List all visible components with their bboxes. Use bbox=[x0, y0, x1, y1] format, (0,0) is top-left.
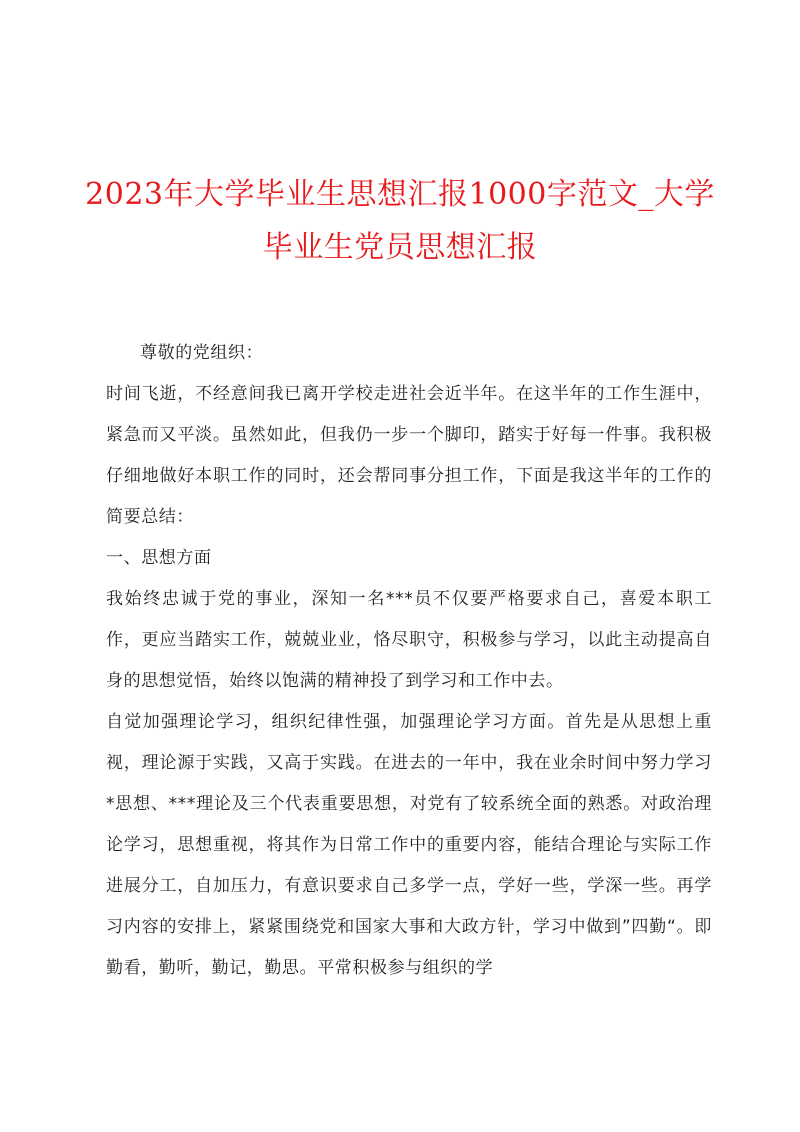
section-heading-thought: 一、思想方面 bbox=[106, 548, 212, 568]
paragraph-loyalty: 我始终忠诚于党的事业，深知一名***员不仅要严格要求自己，喜爱本职工作，更应当踏实工作，兢兢业业，恪尽职守，积极参与学习，以此主动提高自身的思想觉悟，始终以饱满的精神投了到学习和工作中去。 bbox=[106, 589, 712, 691]
salutation: 尊敬的党组织： bbox=[140, 343, 264, 363]
paragraph-intro: 时间飞逝，不经意间我已离开学校走进社会近半年。在这半年的工作生涯中，紧急而又平淡。虽然如此，但我仍一步一个脚印，踏实于好每一件事。我积极仔细地做好本职工作的同时，还会帮同事分担工作，下面是我这半年的工作的简要总结： bbox=[106, 384, 712, 527]
paragraph-theory-study: 自觉加强理论学习，组织纪律性强，加强理论学习方面。首先是从思想上重视，理论源于实践，又高于实践。在进去的一年中，我在业余时间中努力学习*思想、***理论及三个代表重要思想，对党有了较系统全面的熟悉。对政治理论学习，思想重视，将其作为日常工作中的重要内容，能结合理论与实际工作进展分工，自加压力，有意识要求自己多学一点，学好一些，学深一些。再学习内容的安排上，紧紧围绕党和国家大事和大政方针，学习中做到”四勤“。即勤看，勤听，勤记，勤思。平常积极参与组织的学 bbox=[106, 712, 712, 978]
document-title bbox=[60, 168, 740, 274]
title-line-2: 毕业生党员思想汇报 bbox=[262, 230, 538, 265]
title-line-1: 2023年大学毕业生思想汇报1000字范文_大学 bbox=[85, 177, 715, 212]
document-body bbox=[106, 333, 712, 989]
